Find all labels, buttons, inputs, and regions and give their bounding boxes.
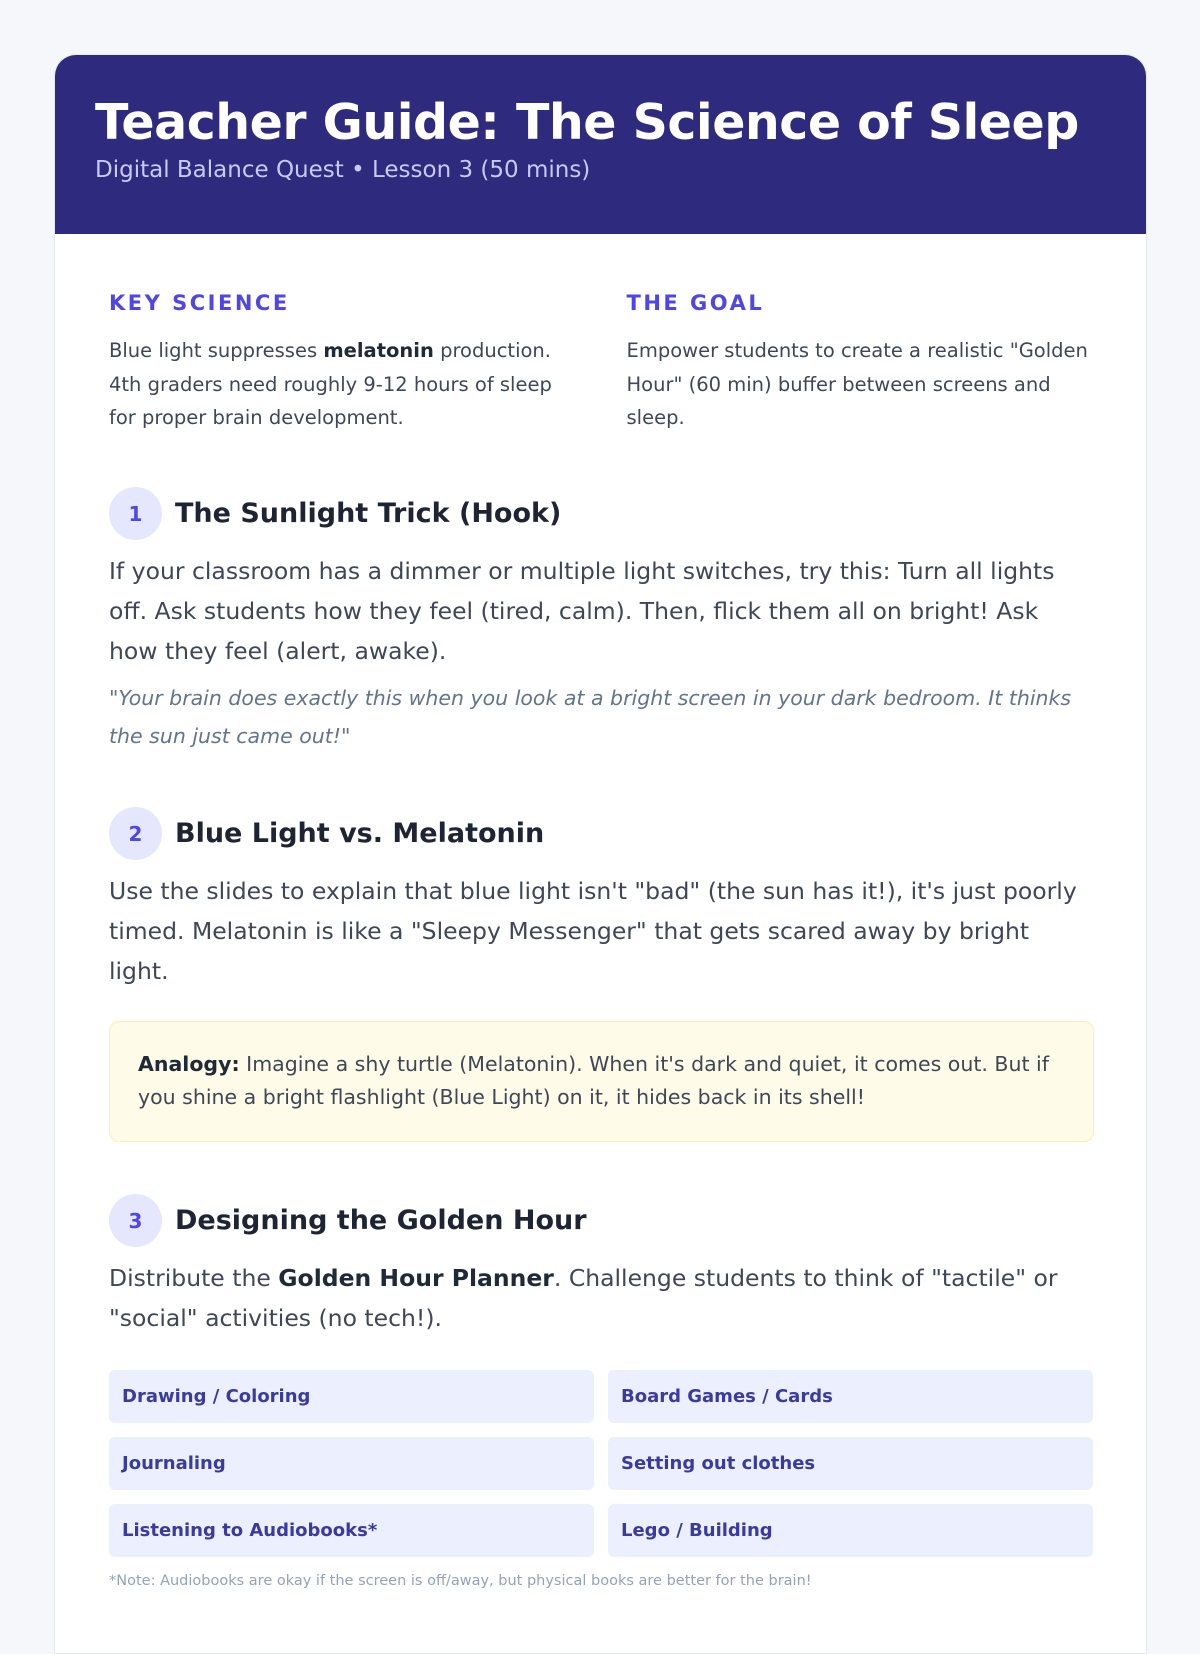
activity-chip: Listening to Audiobooks* [109, 1504, 594, 1557]
activity-chip: Setting out clothes [608, 1437, 1093, 1490]
activity-chip: Board Games / Cards [608, 1370, 1093, 1423]
activity-chip: Drawing / Coloring [109, 1370, 594, 1423]
audiobook-note: *Note: Audiobooks are okay if the screen is off/away, but physical books are better for the brain! [109, 1572, 812, 1589]
analogy-label: Analogy: [138, 1051, 240, 1076]
key-science-text: Blue light suppresses melatonin production. 4th graders need roughly 9-12 hours of sleep for proper brain development. [109, 339, 552, 429]
section-header [109, 807, 1092, 861]
melatonin-term: melatonin [323, 339, 434, 362]
section-header [109, 1194, 1092, 1248]
step-number-badge: 1 [109, 487, 162, 540]
key-science-block [109, 290, 575, 435]
section-3 [109, 1194, 1092, 1589]
activity-chip: Lego / Building [608, 1504, 1093, 1557]
overview-row [109, 290, 1092, 435]
page-subtitle: Digital Balance Quest • Lesson 3 (50 mins) [95, 157, 591, 183]
activity-grid [109, 1370, 1094, 1557]
section-text: Use the slides to explain that blue light isn't "bad" (the sun has it!), it's just poorly timed. Melatonin is like a "Sleepy Messenger" that gets scared away by bright light. [109, 876, 1077, 985]
key-science-label: KEY SCIENCE [109, 291, 290, 315]
section-2 [109, 807, 1092, 1142]
step-number-badge: 2 [109, 807, 162, 860]
section-title: The Sunlight Trick (Hook) [175, 498, 562, 529]
analogy-text: Imagine a shy turtle (Melatonin). When it's dark and quiet, it comes out. But if you shine a bright flashlight (Blue Light) on it, it hides back in its shell! [138, 1051, 1049, 1109]
lesson-card [54, 54, 1147, 1654]
section-text: If your classroom has a dimmer or multiple light switches, try this: Turn all lights off. Ask students how they feel (tired, calm). Then, flick them all on bright! Ask how they feel (alert, awake). [109, 556, 1055, 665]
goal-block [627, 290, 1093, 435]
activity-chip: Journaling [109, 1437, 594, 1490]
guide-body [55, 234, 1146, 1589]
planner-name: Golden Hour Planner [278, 1263, 554, 1292]
goal-label: THE GOAL [626, 291, 765, 315]
section-title: Blue Light vs. Melatonin [175, 818, 545, 849]
section-title: Designing the Golden Hour [175, 1205, 587, 1236]
section-header [109, 487, 1092, 541]
guide-header [55, 55, 1146, 234]
section-text: Distribute the Golden Hour Planner. Challenge students to think of "tactile" or "social" activities (no tech!). [109, 1263, 1058, 1332]
step-number-badge: 3 [109, 1194, 162, 1247]
goal-text: Empower students to create a realistic "Golden Hour" (60 min) buffer between screens and sleep. [626, 339, 1088, 429]
analogy-callout [109, 1021, 1094, 1142]
teacher-quote: "Your brain does exactly this when you look at a bright screen in your dark bedroom. It thinks the sun just came out!" [109, 685, 1072, 748]
page-title: Teacher Guide: The Science of Sleep [95, 94, 1079, 151]
section-1 [109, 487, 1092, 755]
